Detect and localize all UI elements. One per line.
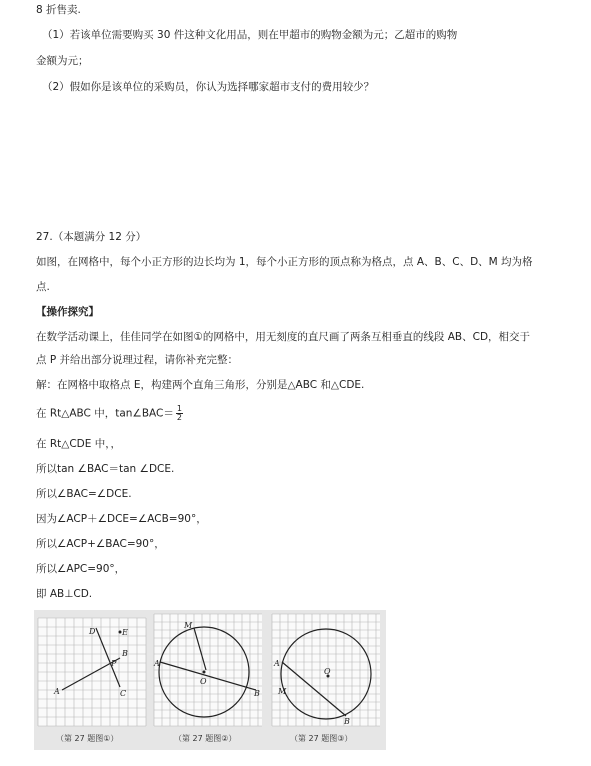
solution-line-8: 所以∠APC=90°， (36, 563, 126, 575)
figures-panel (34, 610, 386, 750)
figure-2 (153, 614, 262, 743)
solution-line-2-text: 在 Rt△ABC 中，tan∠BAC＝ (36, 407, 174, 420)
prev-problem-line0: 8 折售卖. (36, 4, 81, 16)
fig1-label-p: P (111, 659, 117, 668)
problem27-intro-1: 如图，在网格中，每个小正方形的边长均为 1，每个小正方形的顶点称为格点，点 A、B、C、D、M 均为格 (36, 256, 533, 268)
solution-line-3: 在 Rt△CDE 中，， (36, 438, 121, 450)
solution-line-7: 所以∠ACP+∠BAC=90°， (36, 538, 165, 550)
fig1-label-b: B (122, 649, 128, 658)
fig2-label-m: M (184, 621, 193, 630)
solution-line-6: 因为∠ACP＋∠DCE=∠ACB=90°， (36, 513, 207, 525)
fig2-center-o (203, 671, 206, 674)
problem27-explore-2: 点 P 并给出部分说理过程，请你补充完整： (36, 354, 239, 366)
fig2-label-b: B (254, 689, 260, 698)
fig3-label-o: O (324, 667, 331, 676)
fig2-label-o: O (200, 677, 207, 686)
problem27-intro-2: 点. (36, 281, 50, 293)
solution-line-5: 所以∠BAC=∠DCE. (36, 488, 132, 500)
prev-problem-q1-line2: 金额为元； (36, 55, 89, 67)
section-title-operation-explore: 【操作探究】 (36, 306, 99, 318)
fig1-caption: （第 27 题图①） (56, 734, 119, 743)
problem27-header: 27.（本题满分 12 分） (36, 231, 147, 243)
figure-1 (38, 618, 146, 743)
fig2-caption: （第 27 题图②） (174, 734, 237, 743)
figure-3 (272, 614, 380, 743)
fig2-label-a: A (154, 659, 160, 668)
fraction-numerator: 1 (176, 404, 182, 413)
solution-line-2 (36, 405, 183, 422)
fig1-label-c: C (120, 689, 127, 698)
fraction-denominator: 2 (176, 413, 182, 422)
solution-line-4: 所以tan ∠BAC＝tan ∠DCE. (36, 463, 175, 475)
prev-problem-q1-line1: （1）若该单位需要购买 30 件这种文化用品，则在甲超市的购物金额为元；乙超市的购物 (42, 29, 458, 41)
fig3-caption: （第 27 题图③） (290, 734, 353, 743)
fig3-label-m: M (278, 687, 287, 696)
fig1-label-e: E (122, 628, 128, 637)
solution-line-9: 即 AB⊥CD. (36, 588, 93, 600)
fig3-label-b: B (344, 717, 350, 726)
solution-line-1: 解：在网格中取格点 E，构建两个直角三角形，分别是△ABC 和△CDE. (36, 379, 365, 391)
fraction-one-half (176, 405, 183, 422)
fig1-label-d: D (89, 627, 96, 636)
problem27-explore-1: 在数学活动课上，佳佳同学在如图①的网格中，用无刻度的直尺画了两条互相垂直的线段 AB、CD，相交于 (36, 331, 531, 343)
prev-problem-q2: （2）假如你是该单位的采购员，你认为选择哪家超市支付的费用较少？ (42, 81, 375, 93)
fig1-label-a: A (54, 687, 60, 696)
fig3-label-a: A (274, 659, 280, 668)
